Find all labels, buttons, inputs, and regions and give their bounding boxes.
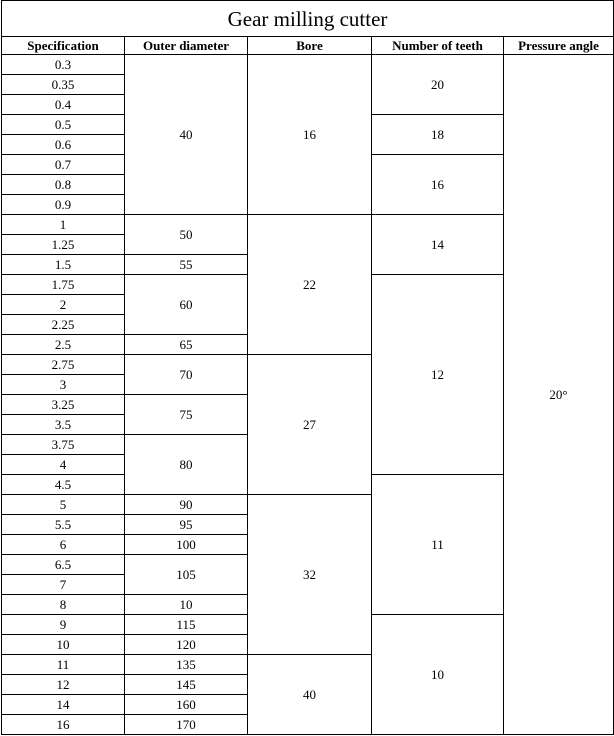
table-row [2,55,614,75]
specification-cell: 4 [2,455,125,475]
bore-cell: 22 [248,215,372,355]
specification-cell: 14 [2,695,125,715]
specification-cell: 2.75 [2,355,125,375]
table-title: Gear milling cutter [2,1,614,37]
specification-cell: 11 [2,655,125,675]
header-bore: Bore [248,37,372,55]
specification-cell: 1.5 [2,255,125,275]
outer-diameter-cell: 145 [125,675,248,695]
header-outer-diameter: Outer diameter [125,37,248,55]
outer-diameter-cell: 105 [125,555,248,595]
teeth-cell: 11 [372,475,504,615]
bore-cell: 27 [248,355,372,495]
specification-cell: 9 [2,615,125,635]
outer-diameter-cell: 95 [125,515,248,535]
specification-cell: 0.4 [2,95,125,115]
specification-cell: 8 [2,595,125,615]
teeth-cell: 18 [372,115,504,155]
specification-cell: 10 [2,635,125,655]
outer-diameter-cell: 120 [125,635,248,655]
specification-cell: 3 [2,375,125,395]
specification-cell: 1 [2,215,125,235]
outer-diameter-cell: 160 [125,695,248,715]
specification-cell: 6.5 [2,555,125,575]
outer-diameter-cell: 135 [125,655,248,675]
specification-cell: 6 [2,535,125,555]
specification-cell: 3.5 [2,415,125,435]
specification-cell: 0.6 [2,135,125,155]
header-specification: Specification [2,37,125,55]
specification-cell: 0.5 [2,115,125,135]
specification-cell: 2.5 [2,335,125,355]
specification-cell: 16 [2,715,125,735]
specification-cell: 2.25 [2,315,125,335]
teeth-cell: 20 [372,55,504,115]
teeth-cell: 10 [372,615,504,735]
outer-diameter-cell: 60 [125,275,248,335]
teeth-cell: 16 [372,155,504,215]
specification-cell: 12 [2,675,125,695]
specification-cell: 3.75 [2,435,125,455]
specification-cell: 0.35 [2,75,125,95]
outer-diameter-cell: 50 [125,215,248,255]
outer-diameter-cell: 10 [125,595,248,615]
specification-cell: 2 [2,295,125,315]
teeth-cell: 12 [372,275,504,475]
specification-cell: 1.75 [2,275,125,295]
pressure-angle-cell: 20° [504,55,614,735]
outer-diameter-cell: 115 [125,615,248,635]
specification-cell: 5 [2,495,125,515]
outer-diameter-cell: 40 [125,55,248,215]
specification-cell: 3.25 [2,395,125,415]
header-pressure-angle: Pressure angle [504,37,614,55]
bore-cell: 16 [248,55,372,215]
specification-cell: 7 [2,575,125,595]
specification-cell: 5.5 [2,515,125,535]
table-body [2,55,614,735]
title-row [2,1,614,37]
header-number-of-teeth: Number of teeth [372,37,504,55]
header-row [2,37,614,55]
outer-diameter-cell: 55 [125,255,248,275]
specification-cell: 4.5 [2,475,125,495]
outer-diameter-cell: 65 [125,335,248,355]
bore-cell: 32 [248,495,372,655]
outer-diameter-cell: 75 [125,395,248,435]
gear-milling-cutter-table [1,0,614,735]
outer-diameter-cell: 100 [125,535,248,555]
bore-cell: 40 [248,655,372,735]
outer-diameter-cell: 80 [125,435,248,495]
outer-diameter-cell: 90 [125,495,248,515]
outer-diameter-cell: 170 [125,715,248,735]
specification-cell: 0.7 [2,155,125,175]
teeth-cell: 14 [372,215,504,275]
specification-cell: 0.3 [2,55,125,75]
specification-cell: 1.25 [2,235,125,255]
specification-cell: 0.9 [2,195,125,215]
outer-diameter-cell: 70 [125,355,248,395]
specification-cell: 0.8 [2,175,125,195]
